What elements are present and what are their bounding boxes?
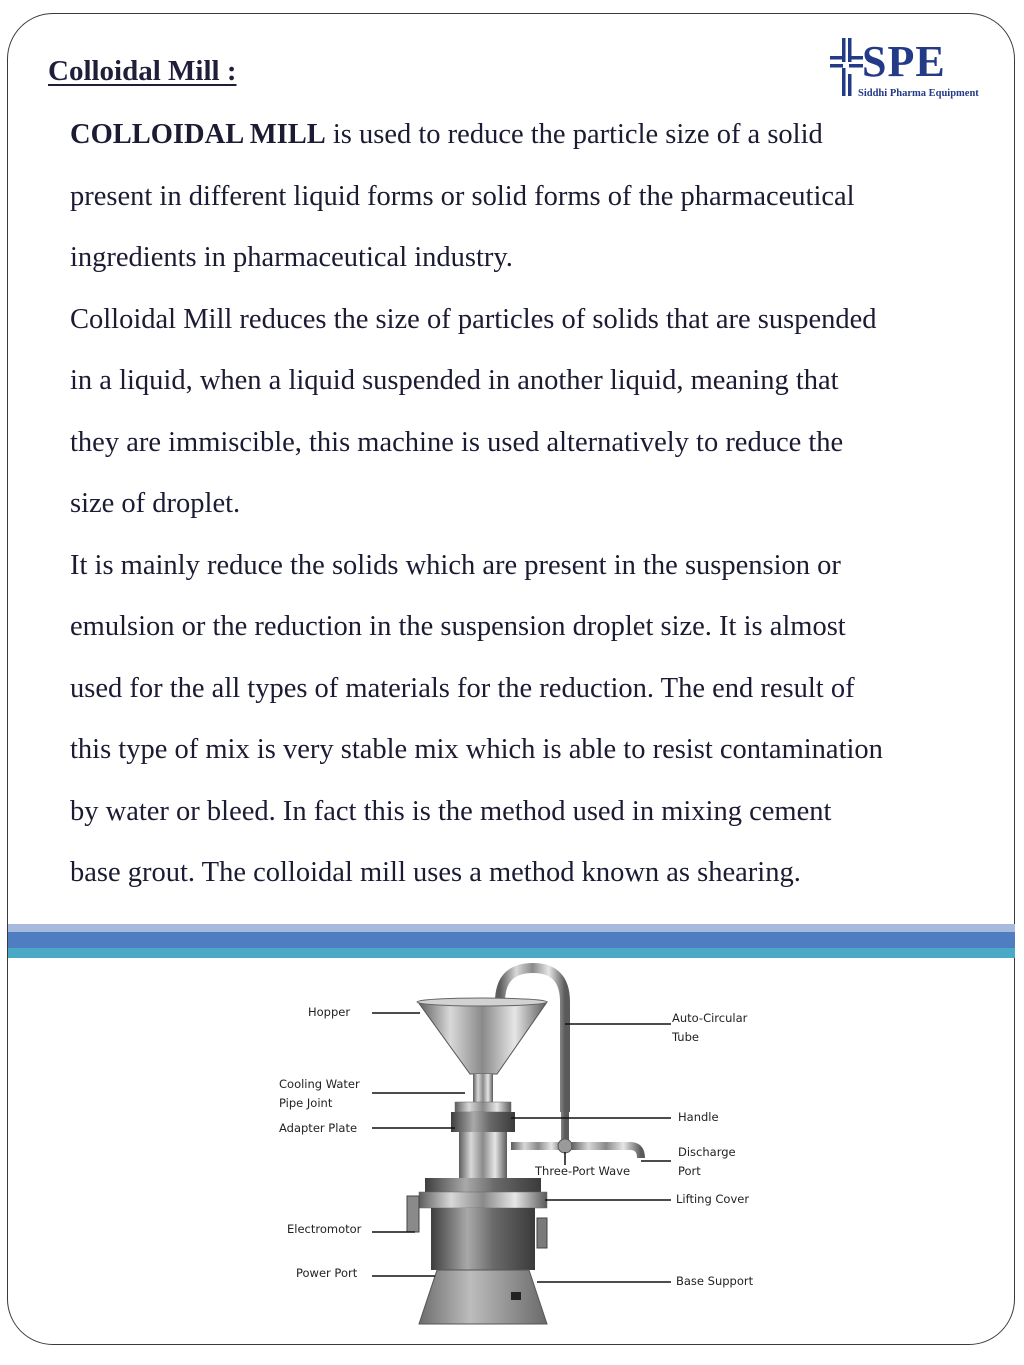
label-auto-circular-line2: Tube — [672, 1030, 699, 1044]
logo-tagline: Siddhi Pharma Equipment — [858, 88, 979, 99]
line-text: present in different liquid forms or solid forms of the pharmaceutical — [70, 180, 855, 212]
text-line — [70, 104, 950, 166]
label-handle: Handle — [678, 1110, 719, 1124]
label-cooling-water-line2: Pipe Joint — [279, 1096, 333, 1110]
text-line — [70, 473, 950, 535]
text-line — [70, 719, 950, 781]
bold-term: COLLOIDAL MILL — [70, 119, 326, 150]
logo-brand: SPE — [862, 37, 946, 86]
page-title: Colloidal Mill : — [48, 55, 237, 87]
line-text: by water or bleed. In fact this is the method used in mixing cement — [70, 795, 832, 827]
label-auto-circular-line1: Auto-Circular — [672, 1011, 748, 1025]
text-line — [70, 842, 950, 904]
label-discharge-line1: Discharge — [678, 1145, 736, 1159]
line-text: in a liquid, when a liquid suspended in another liquid, meaning that — [70, 365, 839, 396]
line-text: emulsion or the reduction in the suspension droplet size. It is almost — [70, 611, 846, 642]
line-text: ingredients in pharmaceutical industry. — [70, 242, 513, 273]
label-lifting-cover: Lifting Cover — [676, 1192, 750, 1206]
line-text: this type of mix is very stable mix which is able to resist contamination — [70, 734, 883, 765]
line-text: It is mainly reduce the solids which are present in the suspension or — [70, 549, 841, 581]
spe-logo — [830, 36, 990, 106]
divider-stripe-light — [8, 924, 1015, 932]
text-line — [70, 658, 950, 720]
divider-stripes — [8, 924, 1015, 958]
label-hopper: Hopper — [308, 1005, 351, 1019]
line-text: they are immiscible, this machine is used alternatively to reduce the — [70, 426, 844, 458]
text-line — [70, 166, 950, 228]
label-three-port-wave: Three-Port Wave — [535, 1164, 631, 1178]
divider-stripe-blue — [8, 932, 1015, 948]
divider-stripe-teal — [8, 948, 1015, 958]
description-text — [70, 104, 950, 904]
label-power-port: Power Port — [296, 1266, 358, 1280]
text-line — [70, 535, 950, 597]
text-line — [70, 289, 950, 351]
label-electromotor: Electromotor — [287, 1222, 362, 1236]
line-text: size of droplet. — [70, 488, 241, 519]
text-line — [70, 350, 950, 412]
label-cooling-water-line1: Cooling Water — [279, 1077, 360, 1091]
line-text: base grout. The colloidal mill uses a method known as shearing. — [70, 857, 801, 888]
line-text: is used to reduce the particle size of a solid — [325, 119, 823, 150]
label-adapter-plate: Adapter Plate — [279, 1121, 358, 1135]
colloidal-mill-diagram — [275, 962, 770, 1332]
line-text: used for the all types of materials for the reduction. The end result of — [70, 672, 855, 704]
text-line — [70, 781, 950, 843]
line-text: Colloidal Mill reduces the size of particles of solids that are suspended — [70, 303, 877, 335]
label-base-support: Base Support — [676, 1274, 754, 1288]
label-discharge-line2: Port — [678, 1164, 701, 1178]
text-line — [70, 227, 950, 289]
text-line — [70, 412, 950, 474]
text-line — [70, 596, 950, 658]
